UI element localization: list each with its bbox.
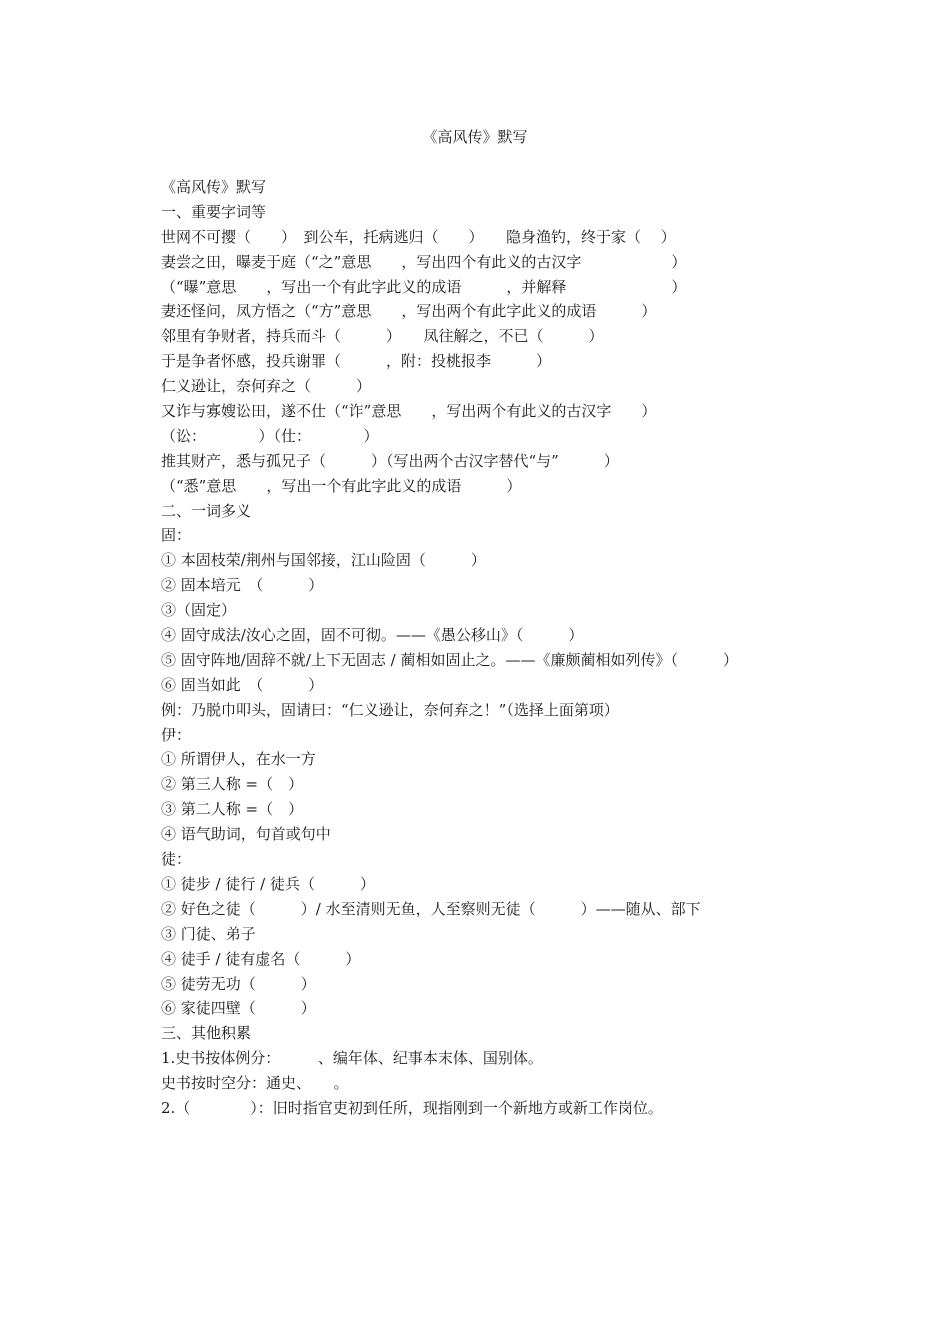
text-line: ⑤ 固守阵地/固辞不就/上下无固志 / 蔺相如固止之。——《廉颇蔺相如列传》（ ）: [161, 650, 738, 669]
text-line: ③ 门徒、弟子: [161, 924, 256, 943]
text-line: ⑤ 徒劳无功（ ）: [161, 974, 316, 993]
text-line: ① 所谓伊人，在水一方: [161, 750, 316, 769]
page-title: 《高风传》默写: [422, 128, 528, 146]
text-line: ② 好色之徒（ ）/ 水至清则无鱼，人至察则无徒（ ）——随从、部下: [161, 899, 701, 918]
text-line: 推其财产，悉与孤兄子（ ）（写出两个古汉字替代“与” ）: [161, 451, 619, 470]
text-line: 妻还怪问，凤方悟之（“方”意思 ，写出两个有此字此义的成语 ）: [161, 302, 657, 321]
text-line: ② 固本培元 （ ）: [161, 576, 324, 595]
text-line: ⑥ 固当如此 （ ）: [161, 675, 324, 694]
text-line: 邻里有争财者，持兵而斗（ ） 凤往解之，不已（ ）: [161, 327, 604, 346]
text-line: 固：: [161, 526, 192, 545]
document-body: [161, 175, 921, 1121]
text-line: （“悉”意思 ，写出一个有此字此义的成语 ）: [161, 476, 522, 495]
text-line: ③（固定）: [161, 601, 237, 620]
text-line: 例：乃脱巾叩头，固请曰：“仁义逊让，奈何弃之！”（选择上面第项）: [161, 700, 619, 719]
text-line: 《高风传》默写: [161, 178, 267, 196]
text-line: ④ 语气助词，句首或句中: [161, 825, 331, 844]
text-line: ① 徒步 / 徒行 / 徒兵（ ）: [161, 874, 375, 893]
text-line: 二、一词多义: [161, 501, 252, 520]
text-line: ① 本固枝荣/荆州与国邻接，江山险固（ ）: [161, 551, 486, 570]
text-line: 妻尝之田，曝麦于庭（“之”意思 ，写出四个有此义的古汉字 ）: [161, 252, 687, 271]
text-line: 世网不可撄（ ） 到公车，托病逃归（ ） 隐身渔钓，终于家（ ）: [161, 227, 676, 246]
text-line: 伊：: [161, 725, 192, 744]
text-line: ② 第三人称 =（ ）: [161, 775, 304, 794]
text-line: 三、其他积累: [161, 1024, 252, 1043]
text-line: 于是争者怀感，投兵谢罪（ ，附：投桃报李 ）: [161, 352, 552, 371]
text-line: ③ 第二人称 =（ ）: [161, 800, 304, 819]
text-line: （讼： ）（仕： ）: [161, 426, 379, 445]
text-line: ④ 固守成法/汝心之固，固不可彻。——《愚公移山》（ ）: [161, 626, 584, 645]
text-line: 2.（ ）：旧时指官吏初到任所，现指刚到一个新地方或新工作岗位。: [161, 1098, 663, 1117]
text-line: 徒：: [161, 850, 192, 869]
text-line: ④ 徒手 / 徒有虚名（ ）: [161, 949, 361, 968]
text-line: ⑥ 家徒四壁（ ）: [161, 999, 316, 1018]
text-line: 史书按时空分：通史、 。: [161, 1074, 349, 1093]
text-line: 又诈与寡嫂讼田，遂不仕（“诈”意思 ，写出两个有此义的古汉字 ）: [161, 402, 657, 421]
text-line: （“曝”意思 ，写出一个有此字此义的成语 ，并解释 ）: [161, 277, 687, 296]
text-line: 仁义逊让，奈何弃之（ ）: [161, 377, 372, 396]
text-line: 1.史书按体例分： 、编年体、纪事本末体、国别体。: [161, 1049, 543, 1068]
text-line: 一、重要字词等: [161, 202, 267, 221]
